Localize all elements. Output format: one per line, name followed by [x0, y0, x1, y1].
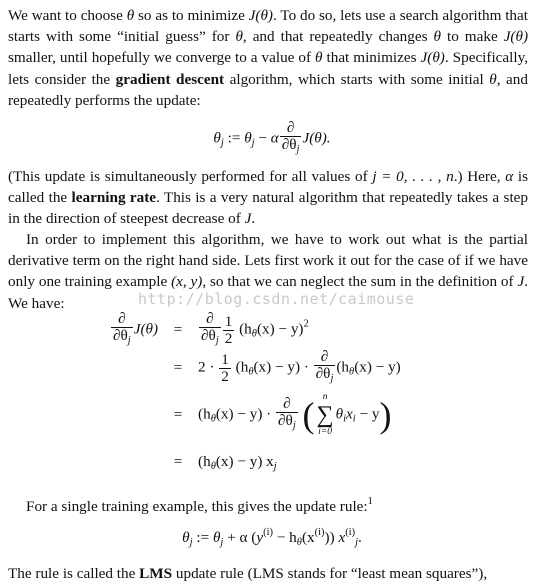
- paragraph-update-rule-intro: For a single training example, this gives the update rule:$^1$: [26, 496, 373, 515]
- term-gradient-descent: gradient descent: [115, 70, 225, 88]
- lms-update-equation: $\theta_j$ := $\theta_j + \alpha$ $(y^{(i)} - h_\theta(x^{(i)}))$ $x^{(i)}_j$.: [182, 527, 362, 548]
- derivation-row-3: = $(h_\theta(x) - y)$ · $\frac{\partial}{\partial\theta_j}$ ( n ∑ i=0 $\theta_ix_i - y$): [173, 392, 392, 437]
- footnote-marker[interactable]: 1: [367, 496, 373, 507]
- paragraph-lms: The rule is called the LMS update rule (LMS stands for “least mean squares”),: [8, 565, 488, 582]
- derivation-row-4: = $(h_\theta(x) - y)$ $x_j$: [173, 452, 277, 472]
- derivation-block: [110, 311, 401, 481]
- summation: n ∑ i=0: [316, 392, 334, 437]
- term-learning-rate: learning rate: [71, 189, 157, 207]
- term-lms: LMS: [139, 565, 173, 582]
- derivation-row-1: $\frac{\partial}{\partial\theta_j}$ J(θ) = $\frac{\partial}{\partial\theta_j}$ $\frac{1}{2}$ $(h_\theta(x) - y)^2$: [113, 310, 309, 347]
- paragraph-learning-rate: (This update is simultaneously performed for all values of j = 0, . . . , n.) Here, α is called the learning rate. This is a very natural algorithm that repeatedly takes a step in the direction of steepest decrease of J.: [8, 168, 528, 228]
- update-equation: $\theta_j$ := $\theta_j - \alpha$ $\frac{\partial}{\partial\theta_j}$ J(θ).: [0, 120, 544, 158]
- derivation-row-2: = 2 · $\frac{1}{2}$ $(h_\theta(x) - y)$ · $\frac{\partial}{\partial\theta_j}$ $(h_\theta(x) - y)$: [173, 348, 401, 385]
- paragraph-intro: We want to choose θ so as to minimize J(θ). To do so, lets use a search algorithm that starts with some “initial guess” for θ, and that repeatedly changes θ to make J(θ) smaller, until hopefully we converge to a value of θ that minimizes J(θ). Specifically, lets consider the gradient descent algorithm, which starts with some initial θ, and repeatedly performs the update:: [8, 7, 529, 109]
- partial-fraction: $\frac{\partial}{\partial\theta_j}$: [281, 119, 300, 155]
- watermark-url: http://blog.csdn.net/caimouse: [138, 290, 415, 308]
- paragraph-derivative-intro: In order to implement this algorithm, we have to work out what is the partial derivative term on the right hand side. Lets first work it out for the case of if we have only one training example (x, y), so that we can neglect the sum in the definition of J. We have:: [8, 231, 528, 312]
